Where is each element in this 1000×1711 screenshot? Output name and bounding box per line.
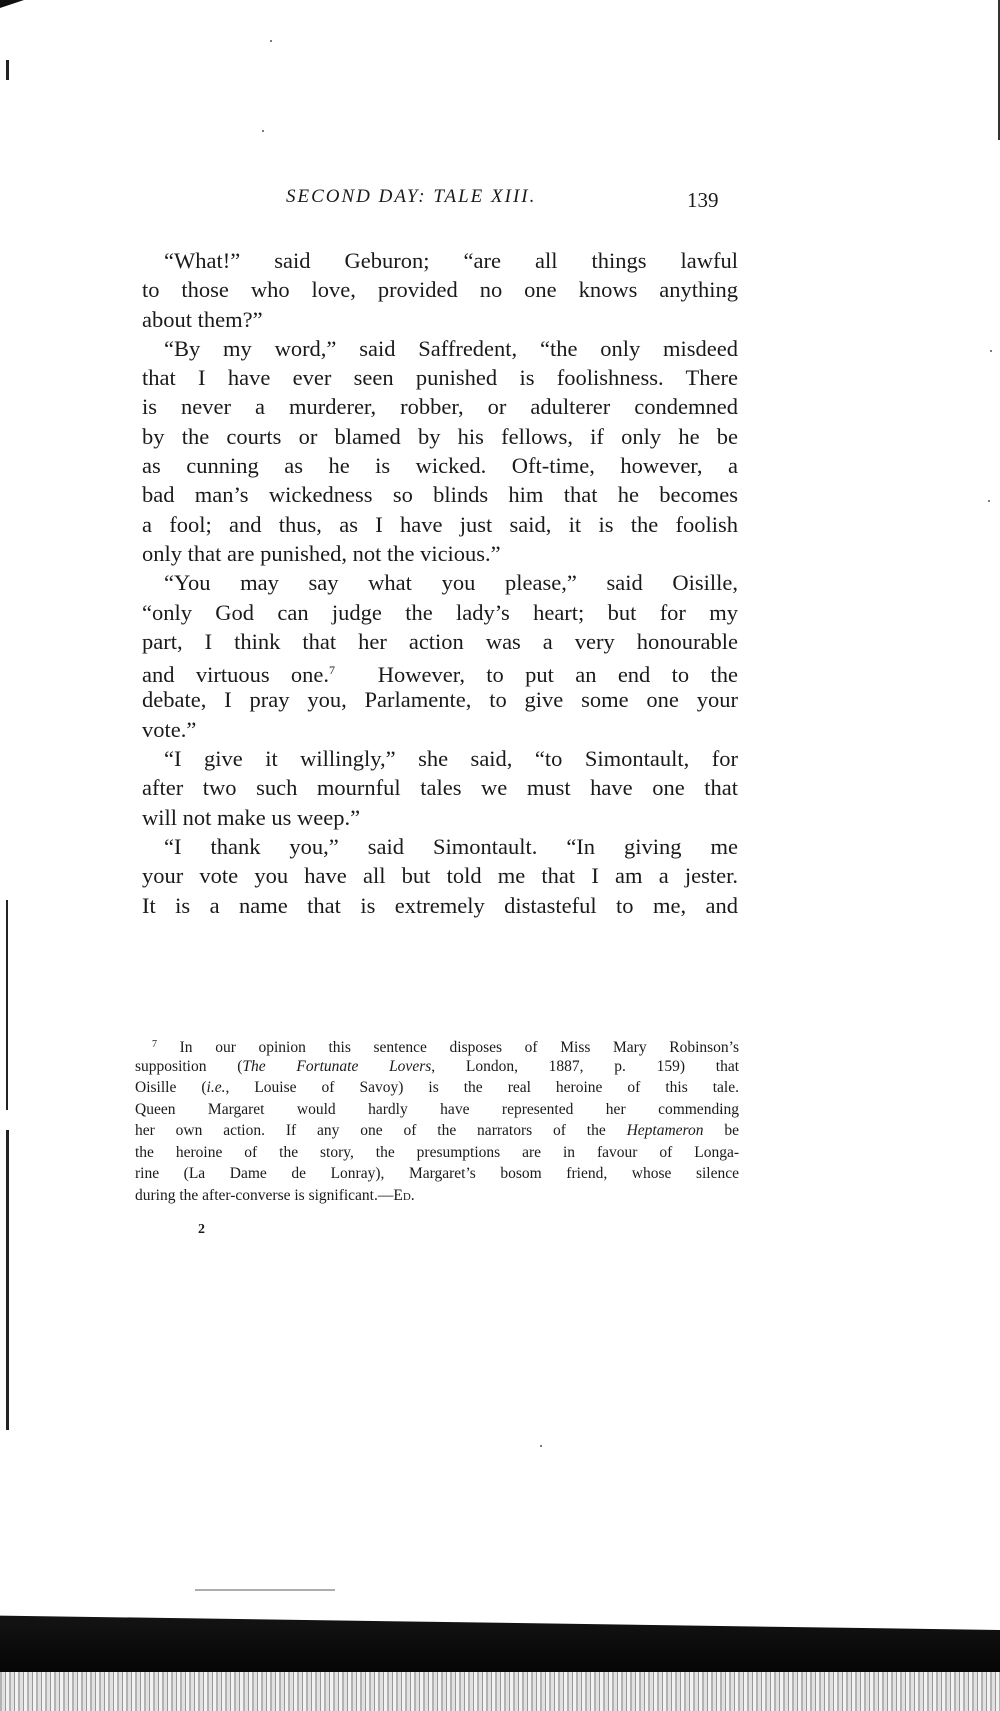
scan-speck — [262, 130, 264, 132]
footnote-line: the heroine of the story, the presumptions are in favour of Longa- — [135, 1143, 739, 1161]
text-line: debate, I pray you, Parlamente, to give some one your — [142, 687, 738, 713]
scan-bottom-noise — [0, 1672, 1000, 1711]
text-line: “I thank you,” said Simontault. “In giving me — [164, 833, 738, 859]
scan-corner-mark — [0, 0, 24, 8]
text-line: It is a name that is extremely distasteful to me, and — [142, 892, 738, 918]
text-line: “By my word,” said Saffredent, “the only misdeed — [164, 335, 738, 361]
text-line: a fool; and thus, as I have just said, it is the foolish — [142, 511, 738, 537]
footnote-reference: 7 — [329, 663, 336, 678]
page-header — [140, 186, 740, 220]
text-line: “What!” said Geburon; “are all things lawful — [164, 248, 738, 273]
scan-smudge — [195, 1589, 335, 1591]
running-head: SECOND DAY: TALE XIII. — [286, 186, 537, 207]
scan-speck — [988, 500, 990, 502]
abbreviation: i.e. — [206, 1079, 226, 1096]
text-line: will not make us weep.” — [142, 804, 361, 830]
body-text — [142, 246, 738, 920]
scan-edge-left — [6, 60, 9, 80]
scan-speck — [540, 1445, 542, 1447]
text-line: only that are punished, not the vicious.” — [142, 540, 501, 566]
text-run: Oisille ( — [135, 1079, 207, 1096]
text-line: your vote you have all but told me that I am a jester. — [142, 863, 738, 889]
text-run: her own action. If any one of the narrators of the — [135, 1122, 627, 1139]
text-line: “I give it willingly,” she said, “to Simontault, for — [164, 746, 738, 772]
signature-mark: 2 — [198, 1222, 205, 1237]
text-run: be — [703, 1122, 739, 1139]
book-title: Heptameron — [626, 1122, 704, 1139]
text-line: “You may say what you please,” said Oisille, — [164, 570, 738, 596]
text-line: is never a murderer, robber, or adulterer condemned — [142, 394, 738, 420]
text-run: , Louise of Savoy) is the real heroine of this tale. — [225, 1079, 739, 1096]
text-run: supposition ( — [135, 1057, 243, 1075]
footnote-line — [135, 1077, 739, 1099]
page-number: 139 — [687, 188, 719, 212]
footnote-line — [135, 1120, 739, 1142]
text-line — [142, 656, 738, 688]
scan-speck — [990, 350, 992, 352]
text-run: , London, 1887, p. 159) that — [431, 1057, 740, 1075]
footnote — [135, 1034, 739, 1206]
text-line: after two such mournful tales we must have one that — [142, 775, 738, 801]
text-line: part, I think that her action was a very honourable — [142, 628, 738, 654]
text-run: during the after-converse is significant.— — [135, 1186, 394, 1204]
scan-bottom-band — [0, 1612, 1000, 1672]
text-line: by the courts or blamed by his fellows, if only he be — [142, 423, 738, 449]
text-line: to those who love, provided no one knows anything — [142, 277, 738, 303]
text-run: In our opinion this sentence disposes of Miss Mary Robinson’s — [179, 1039, 740, 1056]
footnote-marker: 7 — [152, 1039, 157, 1050]
text-line: as cunning as he is wicked. Oft-time, however, a — [142, 453, 738, 479]
text-run: and virtuous one. — [142, 662, 330, 688]
editor-mark: Ed. — [393, 1186, 415, 1204]
text-line: that I have ever seen punished is foolishness. There — [142, 365, 738, 391]
footnote-line — [135, 1056, 739, 1078]
text-run: However, to put an end to the — [377, 662, 738, 688]
text-line: vote.” — [142, 716, 197, 742]
scan-edge-left — [6, 1130, 9, 1430]
footnote-line — [135, 1034, 739, 1056]
text-line: about them?” — [142, 306, 263, 332]
text-line: bad man’s wickedness so blinds him that he becomes — [142, 482, 738, 508]
footnote-line — [135, 1185, 739, 1207]
footnote-line: rine (La Dame de Lonray), Margaret’s bosom friend, whose silence — [135, 1165, 739, 1182]
scan-speck — [270, 40, 272, 42]
footnote-line: Queen Margaret would hardly have represented her commending — [135, 1100, 739, 1118]
scan-edge-left — [6, 900, 8, 1110]
text-line: “only God can judge the lady’s heart; but for my — [142, 599, 738, 625]
book-title: The Fortunate Lovers — [242, 1057, 432, 1075]
